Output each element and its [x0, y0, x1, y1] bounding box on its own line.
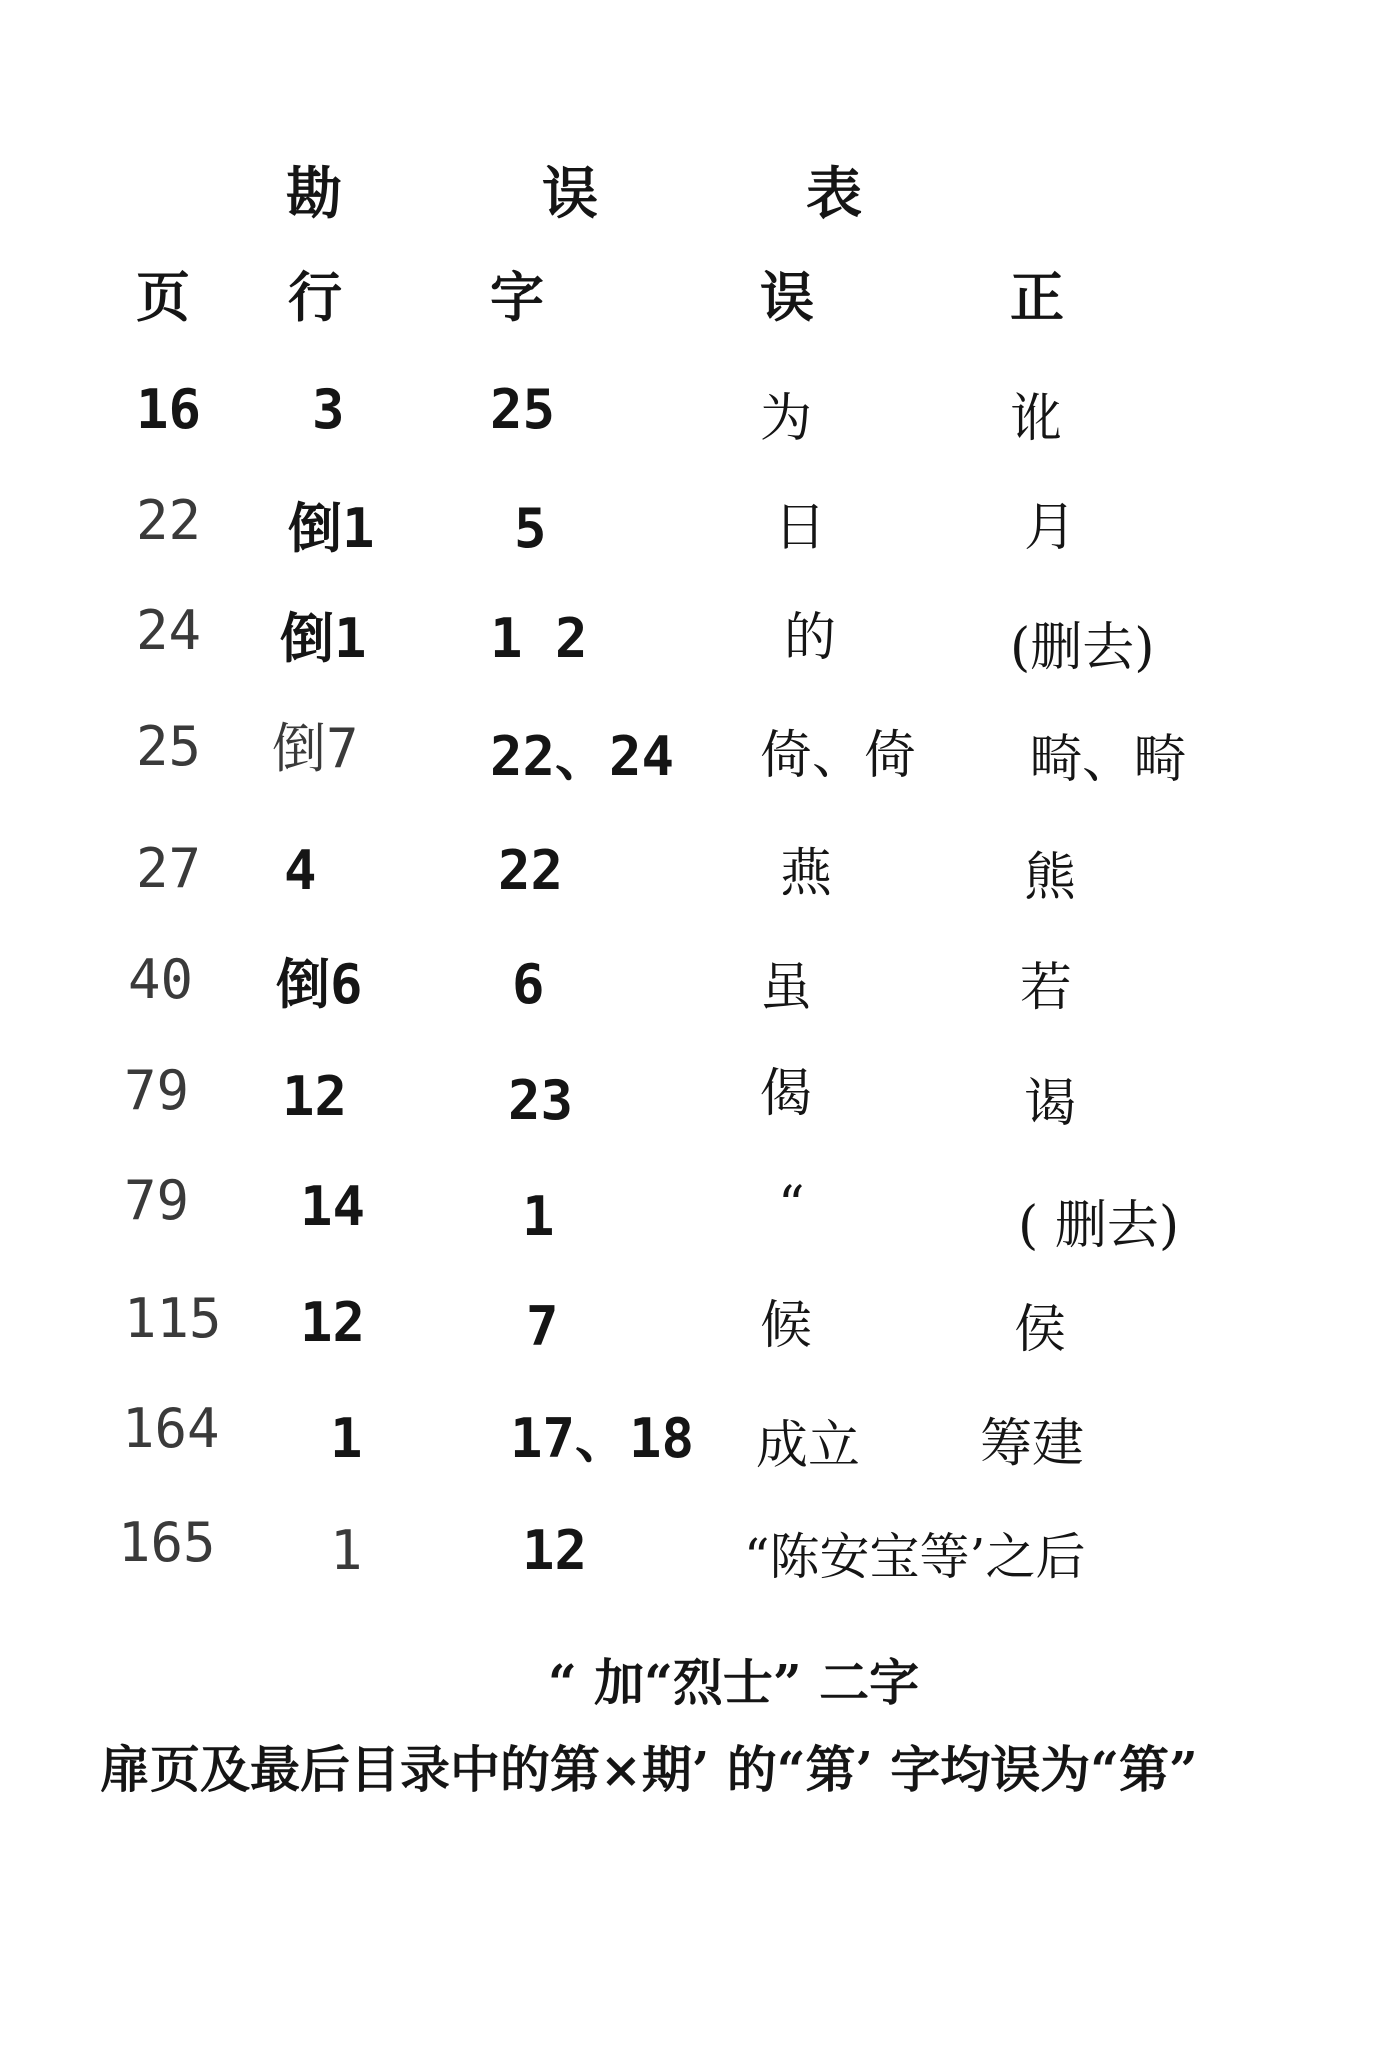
cell-correct: (删去)	[1010, 618, 1155, 678]
cell-error: 候	[760, 1296, 813, 1356]
header-error: 误	[760, 265, 814, 329]
cell-line: 倒1	[280, 607, 367, 670]
cell-char: 25	[490, 378, 556, 441]
cell-char: 12	[522, 1519, 588, 1582]
cell-char: 5	[514, 497, 547, 560]
title-char-1: 勘	[286, 161, 342, 227]
cell-page: 115	[124, 1287, 222, 1350]
title-char-2: 误	[542, 161, 598, 227]
cell-page: 27	[136, 837, 202, 900]
cell-char: 6	[512, 953, 545, 1016]
cell-error: 虽	[760, 958, 813, 1018]
cell-char: 1 2	[490, 607, 588, 670]
cell-page: 16	[136, 378, 202, 441]
cell-correct: 月	[1024, 498, 1077, 558]
cell-page: 79	[124, 1169, 190, 1232]
cell-correct: 熊	[1024, 848, 1077, 908]
cell-line: 1	[330, 1519, 363, 1582]
cell-error: 的	[784, 608, 837, 668]
cell-correct: 侯	[1014, 1300, 1067, 1360]
cell-char: 22、24	[490, 725, 675, 788]
cell-page: 24	[136, 599, 202, 662]
cell-line: 4	[284, 839, 317, 902]
cell-page: 164	[122, 1397, 220, 1460]
cell-char: 1	[522, 1185, 555, 1248]
title-char-3: 表	[806, 161, 862, 227]
cell-page: 79	[124, 1059, 190, 1122]
cell-page: 40	[128, 948, 194, 1011]
header-char: 字	[490, 265, 544, 329]
cell-error: 偈	[760, 1064, 813, 1124]
cell-error: 日	[774, 498, 827, 558]
cell-error: “	[778, 1176, 805, 1236]
cell-error: 成立	[756, 1416, 861, 1476]
cell-char: 7	[526, 1295, 559, 1358]
cell-error: 燕	[780, 844, 833, 904]
note-title-page: 扉页及最后目录中的第×期’ 的“第’ 字均误为“第”	[100, 1740, 1198, 1799]
note-add-martyr: “ 加“烈士” 二字	[548, 1653, 920, 1712]
cell-correct: 若	[1020, 958, 1073, 1018]
cell-line: 3	[312, 378, 345, 441]
header-line: 行	[288, 265, 342, 329]
header-page: 页	[136, 265, 190, 329]
cell-line: 倒1	[288, 497, 375, 560]
cell-line: 倒6	[276, 953, 363, 1016]
page-title	[286, 150, 886, 227]
cell-char: 22	[498, 839, 564, 902]
cell-page: 165	[118, 1511, 216, 1574]
cell-line: 1	[330, 1407, 363, 1470]
cell-page: 22	[136, 489, 202, 552]
cell-correct: 畸、畸	[1030, 730, 1187, 790]
cell-line: 12	[300, 1291, 366, 1354]
cell-correct: 讹	[1010, 389, 1063, 449]
cell-correct: 谒	[1024, 1074, 1077, 1134]
cell-correct: ( 删去)	[1018, 1196, 1180, 1256]
header-correct: 正	[1010, 265, 1064, 329]
cell-correct: 筹建	[980, 1414, 1085, 1474]
cell-char: 23	[508, 1069, 574, 1132]
cell-page: 25	[136, 715, 202, 778]
cell-line: 倒7	[272, 717, 359, 780]
cell-error: 为	[760, 389, 813, 449]
cell-line: 12	[282, 1065, 348, 1128]
cell-line: 14	[300, 1175, 366, 1238]
cell-error: 倚、倚	[760, 726, 917, 786]
cell-char: 17、18	[510, 1407, 695, 1470]
cell-error: “陈安宝等’之后	[744, 1528, 1086, 1586]
